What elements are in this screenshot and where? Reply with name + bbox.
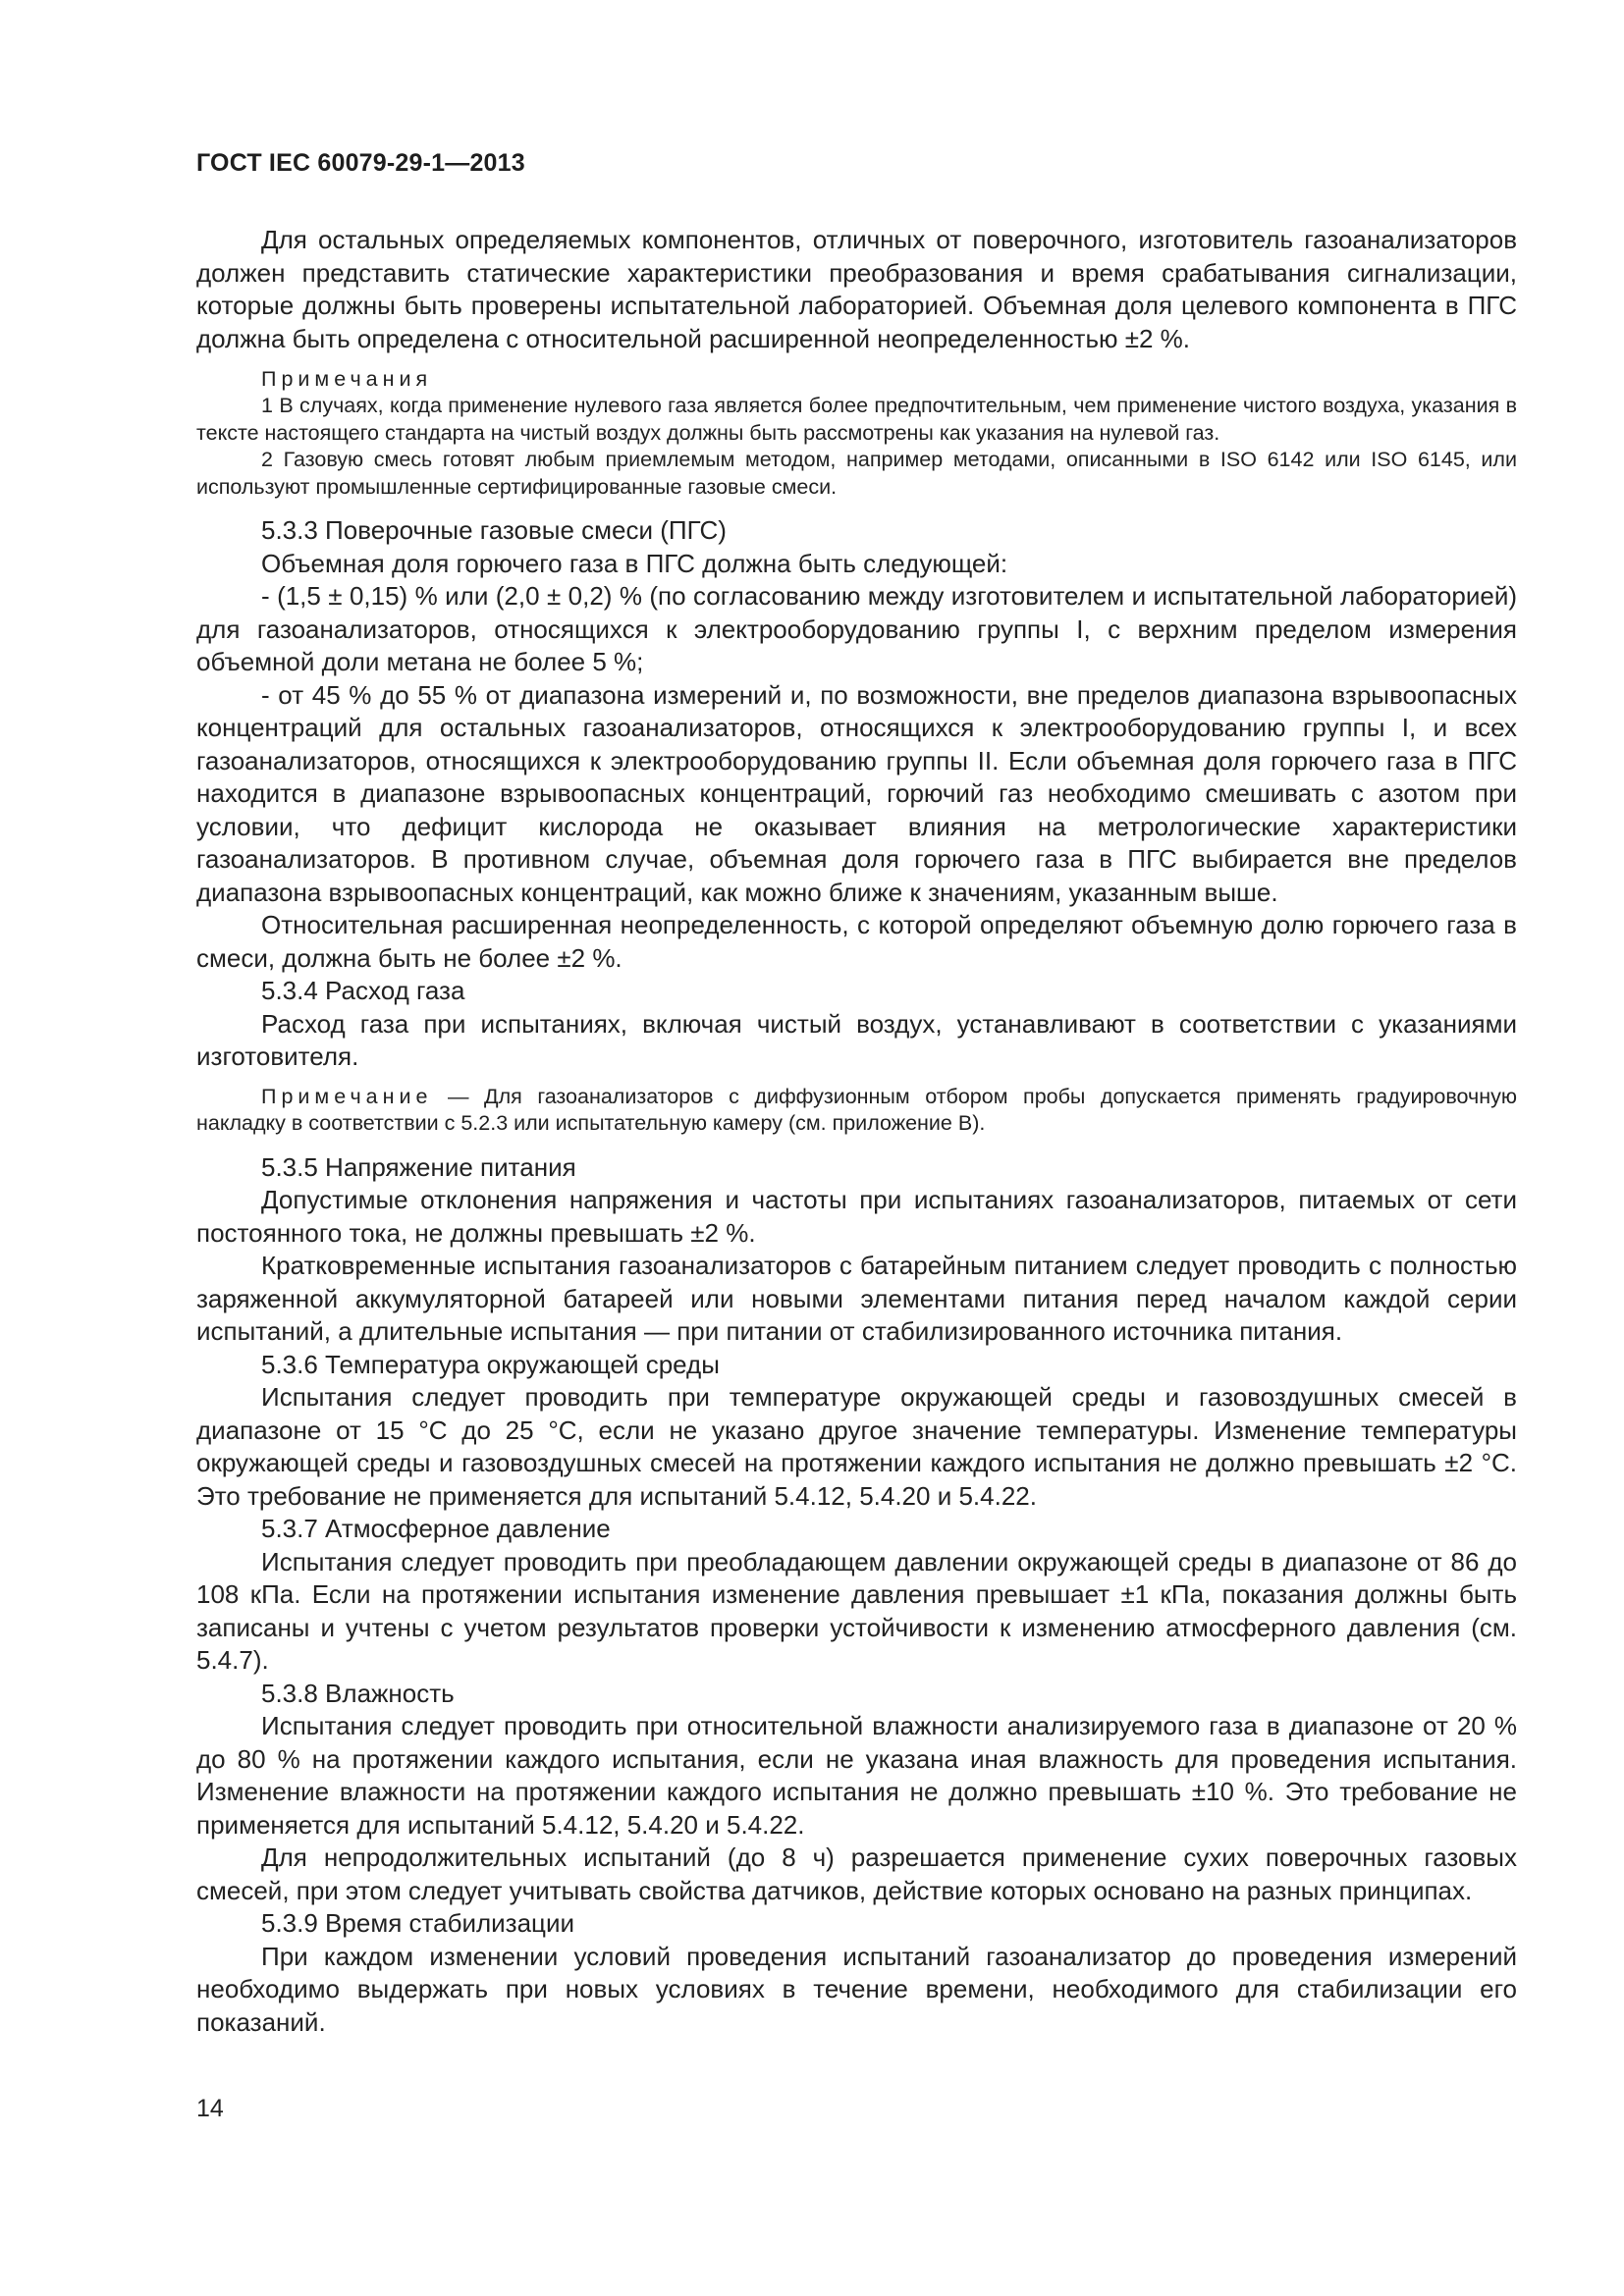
list-item: - от 45 % до 55 % от диапазона измерений и, по возможности, вне пределов диапазона взрывоопасных концентраций для остальных газоанализаторов, относящихся к электрооборудованию группы I, и всех газоанализаторов, относящихся к электрооборудованию группы II. Если объемная доля горючего газа в ПГС находится в диапазоне взрывоопасных концентраций, горючий газ необходимо смешивать с азотом при условии, что дефицит кислорода не оказывает влияния на метрологические характеристики газоанализаторов. В противном случае, объемная доля горючего газа в ПГС выбирается вне пределов диапазона взрывоопасных концентраций, как можно ближе к значениям, указанным выше. [196, 679, 1517, 907]
paragraph: Кратковременные испытания газоанализаторов с батарейным питанием следует проводить с полностью заряженной аккумуляторной батареей или новыми элементами питания перед началом каждой серии испытаний, а длительные испытания — при питании от стабилизированного источника питания. [196, 1251, 1517, 1346]
note-text: — Для газоанализаторов с диффузионным отбором пробы допускается применять градуировочную накладку в соответствии с 5.2.3 или испытательную камеру (см. приложение В). [196, 1084, 1517, 1135]
paragraph: Расход газа при испытаниях, включая чистый воздух, устанавливают в соответствии с указаниями изготовителя. [196, 1008, 1517, 1071]
section-heading-5-3-9: 5.3.9 Время стабилизации [261, 1908, 574, 1938]
note-gas-flow [196, 1084, 1517, 1138]
note-1: 1 В случаях, когда применение нулевого газа является более предпочтительным, чем применение чистого воздуха, указания в тексте настоящего стандарта на чистый воздух должны быть рассмотрены как указания на нулевой газ. [196, 394, 1517, 445]
document-body [196, 224, 1517, 2039]
note-label: Примечание [261, 1084, 433, 1108]
paragraph: Относительная расширенная неопределенность, с которой определяют объемную долю горючего газа в смеси, должна быть не более ±2 %. [196, 910, 1517, 973]
section-heading-5-3-6: 5.3.6 Температура окружающей среды [261, 1349, 720, 1379]
section-heading-5-3-3: 5.3.3 Поверочные газовые смеси (ПГС) [261, 515, 727, 545]
paragraph: Испытания следует проводить при преобладающем давлении окружающей среды в диапазоне от 86 до 108 кПа. Если на протяжении испытания изменение давления превышает ±1 кПа, показания должны быть записаны и учтены с учетом результатов проверки устойчивости к изменению атмосферного давления (см. 5.4.7). [196, 1546, 1517, 1675]
page-number: 14 [196, 2095, 224, 2122]
notes-title: Примечания [261, 367, 433, 391]
section-heading-5-3-8: 5.3.8 Влажность [261, 1678, 455, 1708]
section-heading-5-3-7: 5.3.7 Атмосферное давление [261, 1514, 611, 1543]
paragraph-intro: Для остальных определяемых компонентов, отличных от поверочного, изготовитель газоанализаторов должен представить статические характеристики преобразования и время срабатывания сигнализации, которые должны быть проверены испытательной лабораторией. Объемная доля целевого компонента в ПГС должна быть определена с относительной расширенной неопределенностью ±2 %. [196, 225, 1517, 353]
paragraph: Испытания следует проводить при относительной влажности анализируемого газа в диапазоне от 20 % до 80 % на протяжении каждого испытания, если не указана иная влажность для проведения испытания. Изменение влажности на протяжении каждого испытания не должно превышать ±10 %. Это требование не применяется для испытаний 5.4.12, 5.4.20 и 5.4.22. [196, 1711, 1517, 1840]
paragraph: Допустимые отклонения напряжения и частоты при испытаниях газоанализаторов, питаемых от сети постоянного тока, не должны превышать ±2 %. [196, 1185, 1517, 1248]
list-item: - (1,5 ± 0,15) % или (2,0 ± 0,2) % (по согласованию между изготовителем и испытательной лабораторией) для газоанализаторов, относящихся к электрооборудованию группы I, с верхним пределом измерения объемной доли метана не более 5 %; [196, 581, 1517, 676]
paragraph: Испытания следует проводить при температуре окружающей среды и газовоздушных смесей в диапазоне от 15 °С до 25 °С, если не указано другое значение температуры. Изменение температуры окружающей среды и газовоздушных смесей на протяжении каждого испытания не должно превышать ±2 °С. Это требование не применяется для испытаний 5.4.12, 5.4.20 и 5.4.22. [196, 1382, 1517, 1511]
section-heading-5-3-5: 5.3.5 Напряжение питания [261, 1151, 576, 1182]
note-2: 2 Газовую смесь готовят любым приемлемым методом, например методами, описанными в ISO 6142 или ISO 6145, или используют промышленные сертифицированные газовые смеси. [196, 448, 1517, 499]
paragraph: Объемная доля горючего газа в ПГС должна быть следующей: [261, 548, 1008, 578]
document-header: ГОСТ IEC 60079-29-1—2013 [196, 149, 525, 177]
paragraph: При каждом изменении условий проведения испытаний газоанализатор до проведения измерений необходимо выдержать при новых условиях в течение времени, необходимого для стабилизации его показаний. [196, 1941, 1517, 2037]
paragraph: Для непродолжительных испытаний (до 8 ч) разрешается применение сухих поверочных газовых смесей, при этом следует учитывать свойства датчиков, действие которых основано на разных принципах. [196, 1842, 1517, 1905]
section-heading-5-3-4: 5.3.4 Расход газа [261, 976, 465, 1005]
